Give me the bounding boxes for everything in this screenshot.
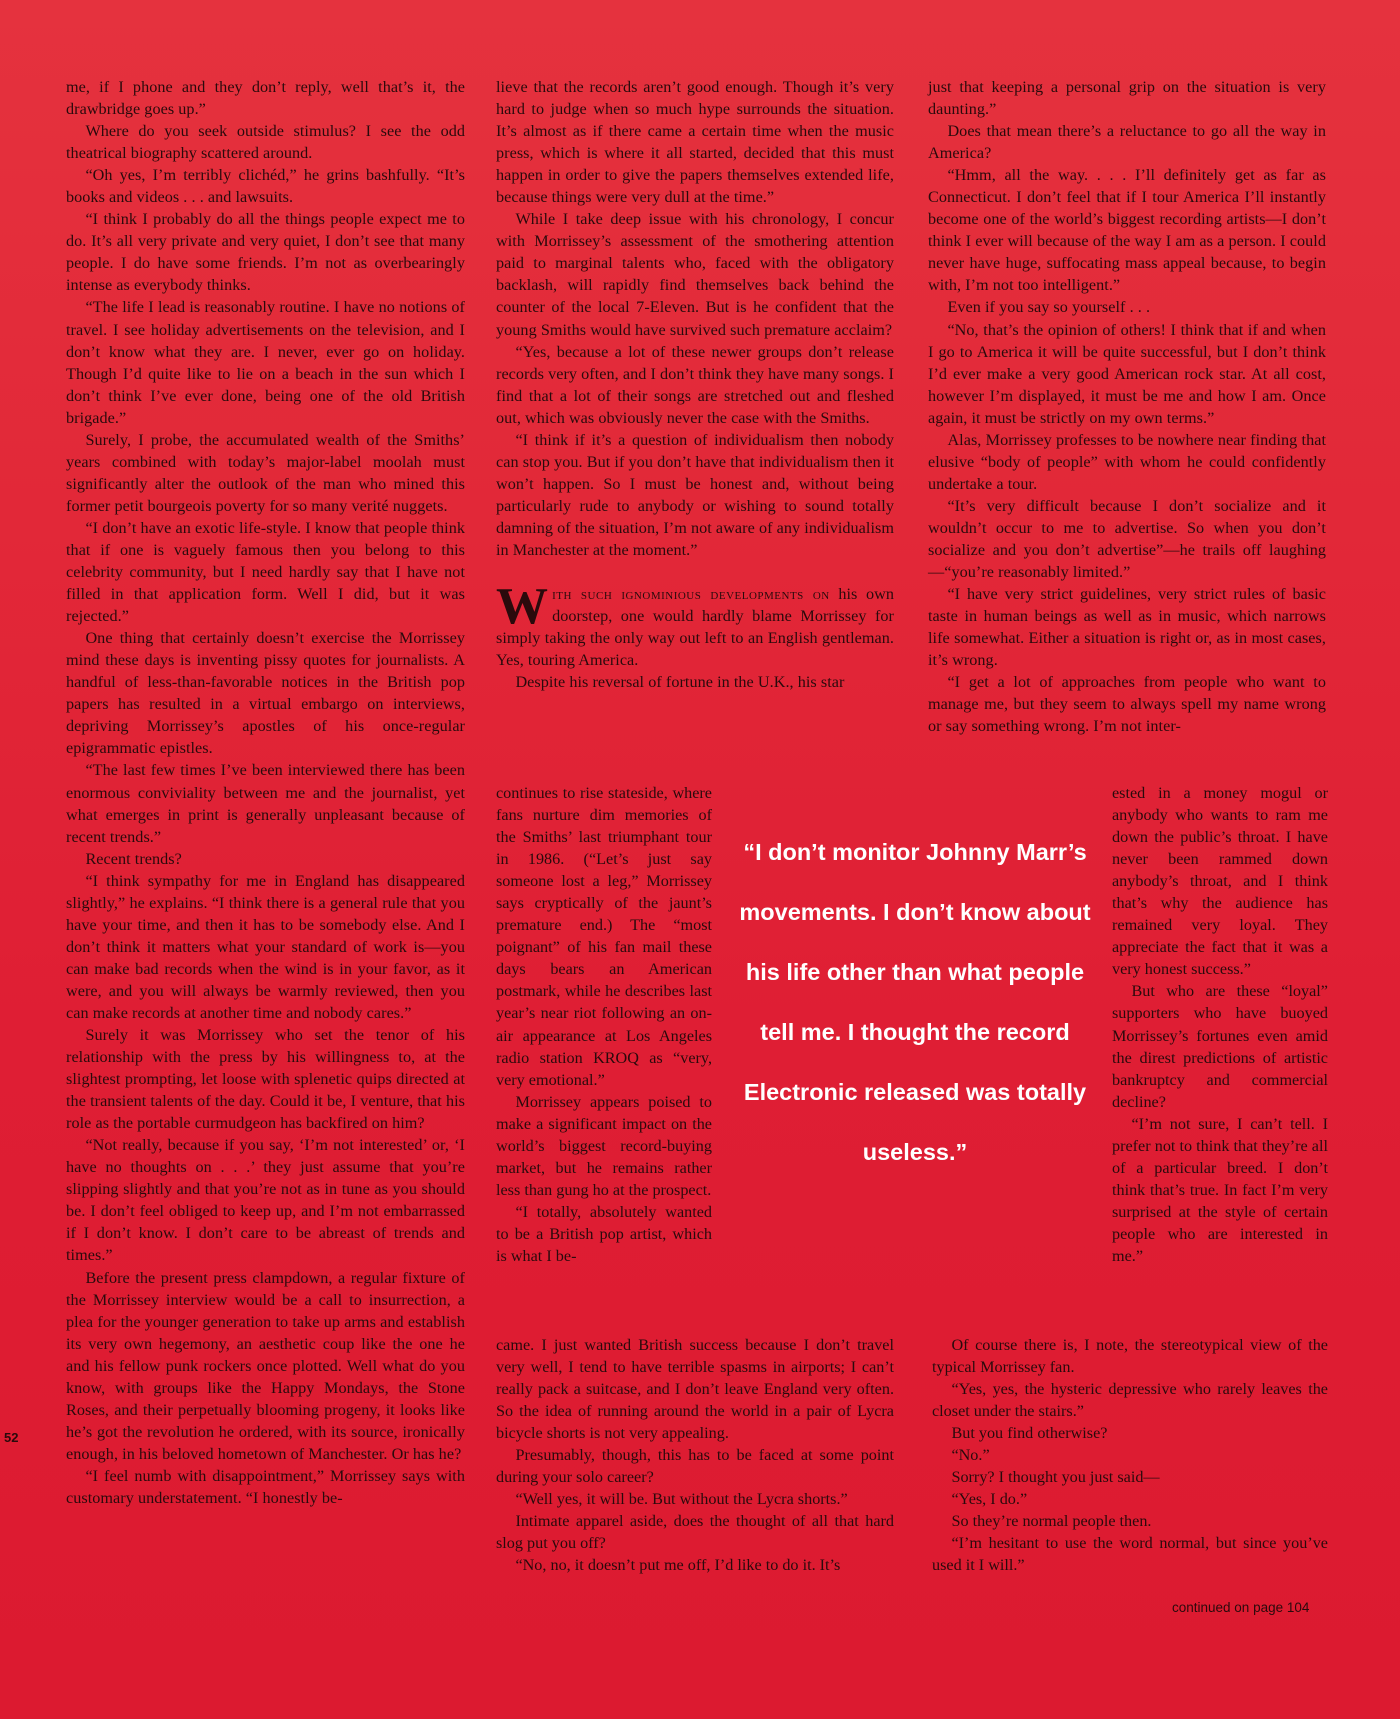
drop-cap: W — [496, 578, 549, 636]
column-3-bottom — [932, 1334, 1328, 1577]
paragraph: “I don’t have an exotic life-style. I know that people think that if one is vaguely famous then you belong to this celebrity community, but I need hardly say that I have not filled in that application form. Well I did, but it was rejected.” — [66, 518, 465, 626]
paragraph: continues to rise stateside, where fans nurture dim memories of the Smiths’ last triumphant tour in 1986. (“Let’s just say someone lost a leg,” Morrissey says cryptically of the jaunt’s premature end.) The “most poignant” of his fan mail these days bears an American postmark, while he describes last year’s near riot following an on-air appearance at Los Angeles radio station KROQ as “very, very emotional.” — [496, 784, 712, 1089]
paragraph: While I take deep issue with his chronology, I concur with Morrissey’s assessment of the smothering attention paid to marginal talents who, faced with the obligatory backlash, will rapidly find themselves back behind the counter of the local 7-Eleven. But is he confident that the young Smiths would have survived such premature acclaim? — [496, 210, 894, 339]
paragraph: Does that mean there’s a reluctance to go all the way in America? — [928, 122, 1326, 163]
opener-text: his own doorstep, one would hardly blame Morrissey for simply taking the only way out left to an English gentleman. Yes, touring America. — [496, 585, 894, 670]
paragraph: One thing that certainly doesn’t exercise the Morrissey mind these days is inventing pissy quotes for journalists. A handful of less-than-favorable notices in the British pop papers has resulted in a virtual embargo on interviews, depriving Morrissey’s apostles of his once-regular epigrammatic epistles. — [66, 629, 465, 758]
continued-note: continued on page 104 — [1172, 1600, 1310, 1615]
column-2-wide-last-line: Despite his reversal of fortune in the U.K., his star — [515, 673, 845, 692]
paragraph: “Not really, because if you say, ‘I’m not interested’ or, ‘I have no thoughts on . . .’ they just assume that you’re slipping slightly and that you’re not as in tune as you should be. I don’t feel obliged to keep up, and I’m not embarrassed if I don’t know. I don’t care to be abreast of trends and times.” — [66, 1136, 465, 1265]
paragraph: “I think if it’s a question of individualism then nobody can stop you. But if you don’t have that individualism then it won’t happen. So I must be honest and, without being particularly rude to anybody or wishing to sound totally damning of the situation, I’m not aware of any individualism in Manchester at the moment.” — [496, 430, 894, 559]
paragraph: “I think I probably do all the things people expect me to do. It’s all very private and very quiet, I don’t see that many people. I do have some friends. I’m not as overbearingly intense as everybody thinks. — [66, 210, 465, 295]
paragraph: Recent trends? — [85, 849, 182, 868]
paragraph: “No, no, it doesn’t put me off, I’d like to do it. It’s — [515, 1556, 841, 1575]
paragraph: lieve that the records aren’t good enough. Though it’s very hard to judge when so much hype surrounds the situation. It’s almost as if there came a certain time when the music press, which is where it all started, decided that this must happen in order to give the papers themselves extended life, because things were very dull at the time.” — [496, 78, 894, 207]
paragraph: “I’m not sure, I can’t tell. I prefer not to think that they’re all of a particular breed. I don’t think that’s true. In fact I’m very surprised at the style of certain people who are interested in me.” — [1112, 1114, 1328, 1265]
paragraph: Even if you say so yourself . . . — [947, 298, 1151, 317]
page-number: 52 — [4, 1430, 19, 1445]
column-3-narrow — [1112, 782, 1328, 1267]
paragraph: “No.” — [951, 1446, 990, 1465]
paragraph: “No, that’s the opinion of others! I think that if and when I go to America it will be quite successful, but I don’t think I’d ever make a very good American rock star. At all cost, however I’m displayed, it must be me and how I am. Once again, it must be strictly on my own terms.” — [928, 320, 1326, 427]
paragraph: “The last few times I’ve been interviewed there has been enormous conviviality between me and the journalist, yet what emerges in print is generally unpleasant because of recent trends.” — [66, 761, 465, 846]
column-1 — [66, 76, 465, 1509]
paragraph: “I get a lot of approaches from people who want to manage me, but they seem to always spell my name wrong or say something wrong. I’m not inter- — [928, 673, 1326, 736]
paragraph: “I totally, absolutely wanted to be a British pop artist, which is what I be- — [496, 1202, 712, 1265]
paragraph: But you find otherwise? — [951, 1424, 1108, 1443]
paragraph: ested in a money mogul or anybody who wants to ram me down the public’s throat. I have never been rammed down anybody’s throat, and I think that’s why the audience has remained very loyal. They appreciate the fact that it was a very honest success.” — [1112, 784, 1328, 979]
paragraph: “Yes, yes, the hysteric depressive who rarely leaves the closet under the stairs.” — [932, 1380, 1328, 1421]
paragraph: “I’m hesitant to use the word normal, but since you’ve used it I will.” — [932, 1534, 1328, 1575]
paragraph: “I feel numb with disappointment,” Morrissey says with customary understatement. “I honestly be- — [66, 1466, 465, 1507]
paragraph: me, if I phone and they don’t reply, well that’s it, the drawbridge goes up.” — [66, 78, 465, 119]
column-2-top — [496, 76, 894, 693]
column-2-paragraphs — [496, 76, 894, 561]
paragraph: Sorry? I thought you just said— — [951, 1468, 1160, 1487]
paragraph: But who are these “loyal” supporters who have buoyed Morrissey’s fortunes even amid the direst predictions of artistic bankruptcy and commercial decline? — [1112, 982, 1328, 1111]
paragraph: just that keeping a personal grip on the situation is very daunting.” — [928, 78, 1326, 119]
column-2-narrow — [496, 782, 712, 1267]
column-3-top — [928, 76, 1326, 737]
section-opener — [496, 578, 894, 671]
paragraph: Of course there is, I note, the stereotypical view of the typical Morrissey fan. — [932, 1336, 1328, 1377]
paragraph: “Oh yes, I’m terribly clichéd,” he grins bashfully. “It’s books and videos . . . and lawsuits. — [66, 166, 465, 207]
paragraph: “I have very strict guidelines, very strict rules of basic taste in human beings as well as in music, which narrows life somewhat. Either a situation is right or, as in most cases, it’s wrong. — [928, 585, 1326, 670]
paragraph: Alas, Morrissey professes to be nowhere near finding that elusive “body of people” with whom he could confidently undertake a tour. — [928, 430, 1326, 493]
paragraph: Surely it was Morrissey who set the tenor of his relationship with the press by his willingness to, at the slightest prompting, let loose with splenetic quips directed at the transient talents of the day. Could it be, I venture, that his role as the portable curmudgeon has backfired on him? — [66, 1026, 465, 1133]
paragraph: Before the present press clampdown, a regular fixture of the Morrissey interview would be a call to insurrection, a plea for the younger generation to take up arms and establish its very own hegemony, an aesthetic coup like the one he and his fellow punk rockers once plotted. Well what do you know, with groups like the Happy Mondays, the Stone Roses, and their perpetually blooming progeny, it looks like he’s got the revolution he ordered, with its source, ironically enough, in his beloved hometown of Manchester. Or has he? — [66, 1268, 465, 1463]
paragraph: “Well yes, it will be. But without the Lycra shorts.” — [515, 1490, 848, 1509]
paragraph: Intimate apparel aside, does the thought of all that hard slog put you off? — [496, 1512, 894, 1553]
paragraph: So they’re normal people then. — [951, 1512, 1152, 1531]
column-2-bottom — [496, 1334, 894, 1577]
pull-quote: “I don’t monitor Johnny Marr’s movements. I don’t know about his life other than what people tell me. I thought the record Electronic released was totally useless.” — [739, 839, 1091, 1165]
paragraph: Surely, I probe, the accumulated wealth of the Smiths’ years combined with today’s major-label moolah must significantly alter the outlook of the man who mined this former petit bourgeois poverty for so many verité nuggets. — [66, 430, 465, 515]
paragraph: Morrissey appears poised to make a significant impact on the world’s biggest record-buying market, but he remains rather less than gung ho at the prospect. — [496, 1092, 712, 1199]
paragraph: “Hmm, all the way. . . . I’ll definitely get as far as Connecticut. I don’t feel that if I tour America I’ll instantly become one of the world’s biggest recording artists—I don’t think I ever will because of the way I am as a person. I could never have huge, suffocating mass appeal because, to begin with, I’m not too intelligent.” — [928, 166, 1326, 295]
paragraph: “Yes, because a lot of these newer groups don’t release records very often, and I don’t think they have many songs. I find that a lot of their songs are stretched out and fleshed out, which was obviously never the case with the Smiths. — [496, 342, 894, 427]
opener-small-caps: ith such ignominious developments on — [552, 585, 830, 604]
paragraph: came. I just wanted British success because I don’t travel very well, I tend to have terrible spasms in airports; I can’t really pack a suitcase, and I don’t leave England very often. So the idea of running around the world in a pair of Lycra bicycle shorts is not very appealing. — [496, 1336, 894, 1443]
paragraph: “The life I lead is reasonably routine. I have no notions of travel. I see holiday advertisements on the television, and I don’t know what they are. I never, ever go on holiday. Though I’d quite like to lie on a beach in the sun which I don’t think I’ve ever done, being one of the old British brigade.” — [66, 298, 465, 427]
paragraph: Presumably, though, this has to be faced at some point during your solo career? — [496, 1446, 894, 1487]
paragraph: Where do you seek outside stimulus? I see the odd theatrical biography scattered around. — [66, 122, 465, 163]
paragraph: “I think sympathy for me in England has disappeared slightly,” he explains. “I think there is a general rule that you have your time, and then it has to be somebody else. And I don’t think it matters what your standard of work is—you can make bad records when the wind is in your favor, as it were, and you will always be warmly reviewed, then you can make records at another time and nobody cares.” — [66, 871, 465, 1022]
paragraph: “It’s very difficult because I don’t socialize and it wouldn’t occur to me to advertise. So when you don’t socialize and you don’t advertise”—he trails off laughing—“you’re reasonably limited.” — [928, 496, 1326, 582]
paragraph: “Yes, I do.” — [951, 1490, 1028, 1509]
